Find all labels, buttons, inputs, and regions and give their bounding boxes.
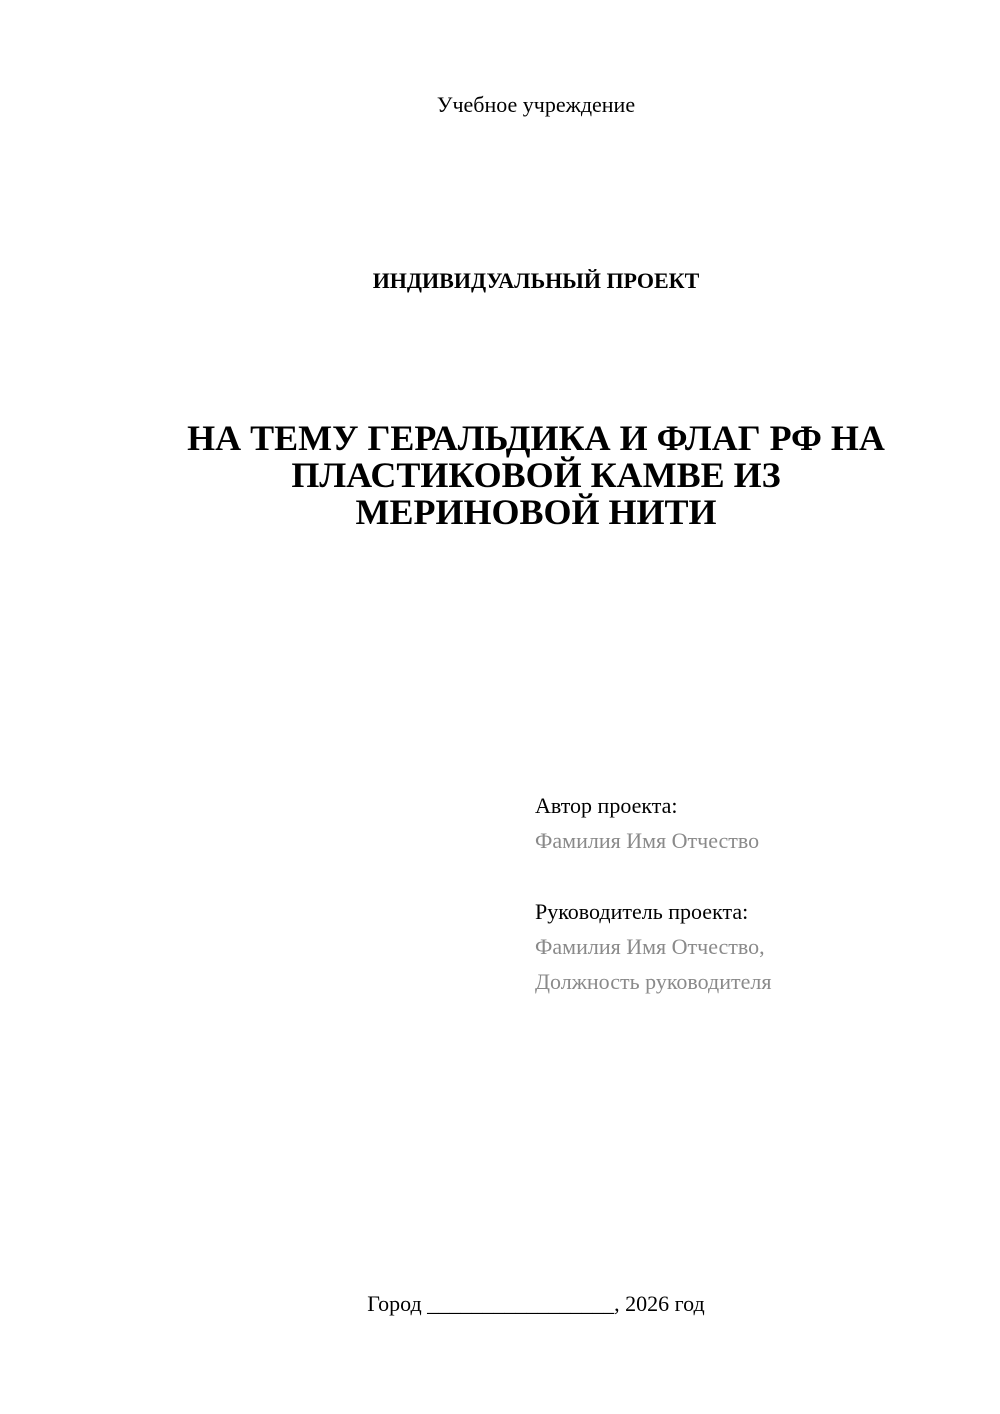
document-type: ИНДИВИДУАЛЬНЫЙ ПРОЕКТ [372,268,700,293]
project-title [0,420,1000,531]
supervisor-name-placeholder: Фамилия Имя Отчество, [535,934,765,959]
project-title-line: НА ТЕМУ ГЕРАЛЬДИКА И ФЛАГ РФ НА [187,418,885,458]
author-name-placeholder: Фамилия Имя Отчество [535,828,760,853]
project-title-line: МЕРИНОВОЙ НИТИ [355,492,717,532]
supervisor-label: Руководитель проекта: [535,899,749,924]
author-label: Автор проекта: [535,793,678,818]
city-year-line: Город _________________, 2026 год [367,1291,705,1316]
spacer [535,858,771,894]
institution-name: Учебное учреждение [436,92,636,117]
supervisor-position-placeholder: Должность руководителя [535,969,772,994]
project-title-line: ПЛАСТИКОВОЙ КАМВЕ ИЗ [291,455,781,495]
authors-block [535,788,771,999]
